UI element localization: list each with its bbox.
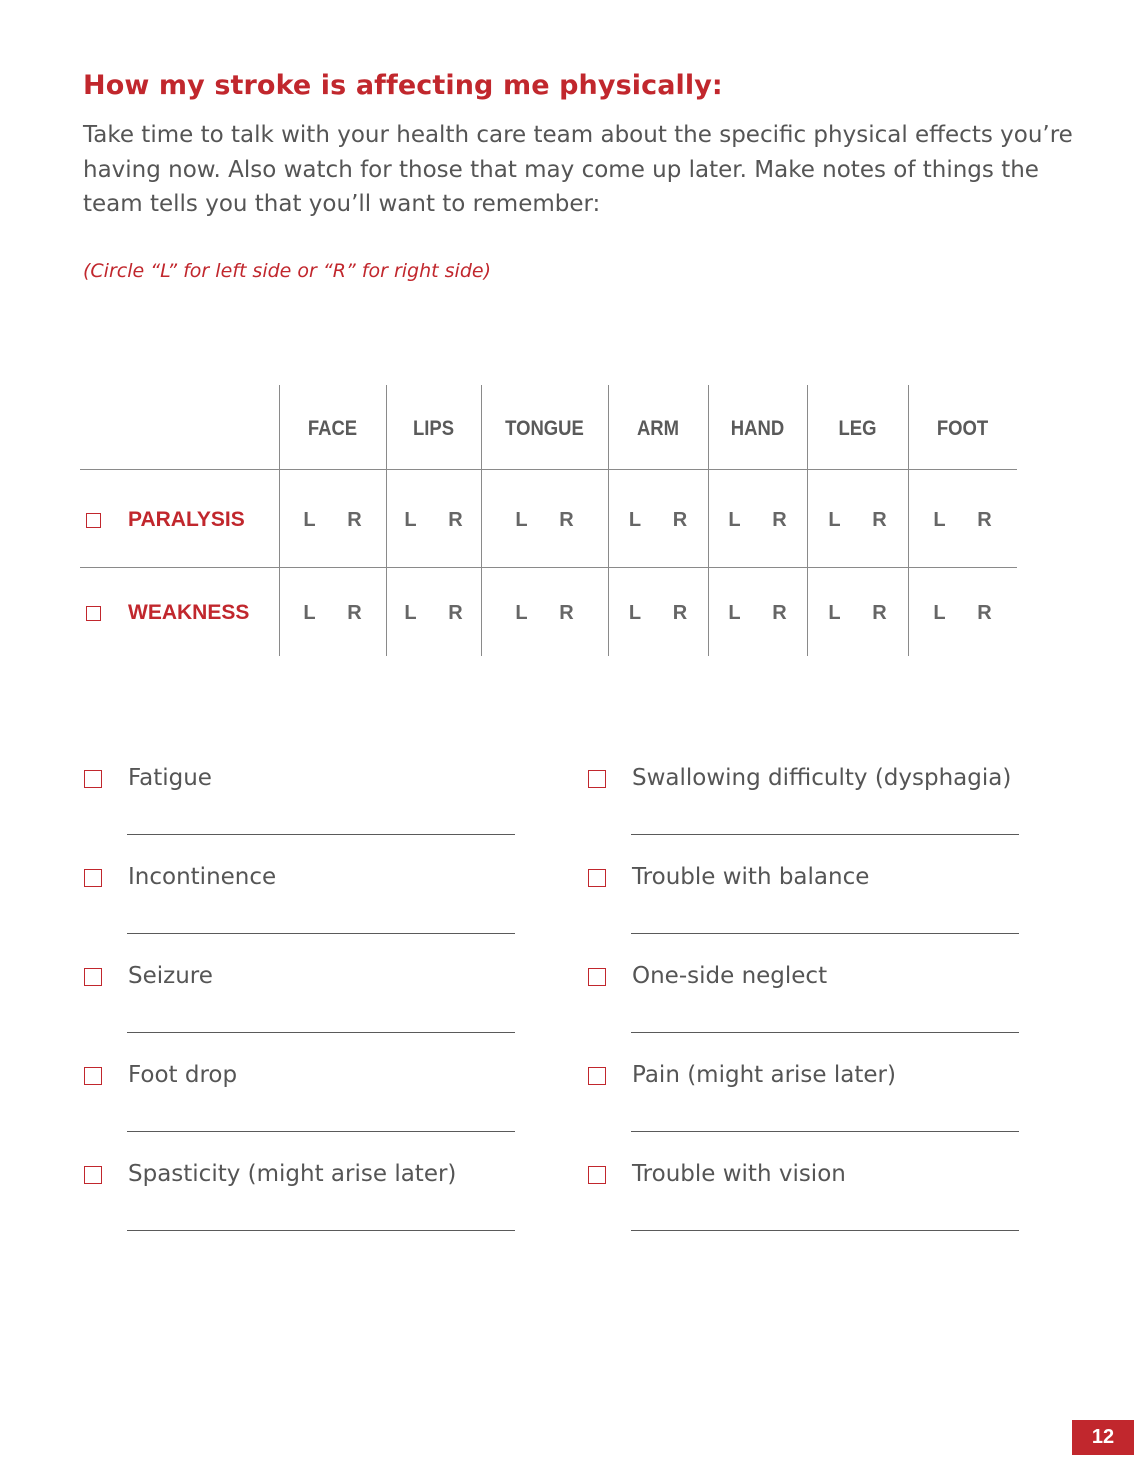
left-side-option[interactable]: L <box>404 602 417 624</box>
table-rule <box>80 469 1017 470</box>
left-side-option[interactable]: L <box>303 509 316 531</box>
left-side-option[interactable]: L <box>828 509 841 531</box>
checklist-checkbox[interactable] <box>84 968 102 986</box>
left-side-option[interactable]: L <box>515 602 528 624</box>
right-side-option[interactable]: R <box>347 602 362 624</box>
page-title: How my stroke is affecting me physically: <box>83 70 723 101</box>
column-header-foot: FOOT <box>936 417 989 440</box>
left-side-option[interactable]: L <box>828 602 841 624</box>
row-label-paralysis: PARALYSIS <box>128 508 245 531</box>
table-divider <box>279 385 280 656</box>
notes-line[interactable] <box>127 1131 515 1132</box>
left-side-option[interactable]: L <box>728 509 741 531</box>
left-side-option[interactable]: L <box>728 602 741 624</box>
left-side-option[interactable]: L <box>933 602 946 624</box>
checklist-label: Spasticity (might arise later) <box>128 1161 457 1187</box>
column-header-arm: ARM <box>636 417 680 440</box>
checklist-label: Swallowing difficulty (dysphagia) <box>632 765 1012 791</box>
right-side-option[interactable]: R <box>672 602 688 624</box>
notes-line[interactable] <box>631 933 1019 934</box>
checklist-checkbox[interactable] <box>588 1067 606 1085</box>
checklist-label: Pain (might arise later) <box>632 1062 896 1088</box>
right-side-option[interactable]: R <box>872 509 887 531</box>
column-header-leg: LEG <box>838 417 877 440</box>
left-side-option[interactable]: L <box>404 509 417 531</box>
right-side-option[interactable]: R <box>448 509 463 531</box>
checklist-label: Seizure <box>128 963 213 989</box>
checklist-checkbox[interactable] <box>588 1166 606 1184</box>
checklist-checkbox[interactable] <box>84 1166 102 1184</box>
notes-line[interactable] <box>127 933 515 934</box>
intro-paragraph: Take time to talk with your health care team about the specific physical effects you’re having now. Also watch for those that may come up later. Make notes of things the team tells you that you’ll want to remember: <box>83 122 1073 217</box>
right-side-option[interactable]: R <box>772 509 787 531</box>
right-side-option[interactable]: R <box>872 602 887 624</box>
checklist-checkbox[interactable] <box>84 869 102 887</box>
column-header-face: FACE <box>307 417 358 440</box>
notes-line[interactable] <box>631 1131 1019 1132</box>
notes-line[interactable] <box>127 1032 515 1033</box>
right-side-option[interactable]: R <box>672 509 688 531</box>
right-side-option[interactable]: R <box>347 509 362 531</box>
table-divider <box>608 385 609 656</box>
left-side-option[interactable]: L <box>628 602 642 624</box>
checklist-label: Fatigue <box>128 765 212 791</box>
left-side-option[interactable]: L <box>628 509 642 531</box>
checklist-label: One-side neglect <box>632 963 828 989</box>
right-side-option[interactable]: R <box>772 602 787 624</box>
checklist-label: Trouble with balance <box>632 864 870 890</box>
left-side-option[interactable]: L <box>933 509 946 531</box>
right-side-option[interactable]: R <box>448 602 463 624</box>
page-number: 12 <box>1072 1420 1134 1455</box>
right-side-option[interactable]: R <box>559 602 574 624</box>
weakness-checkbox[interactable] <box>86 606 101 621</box>
column-header-lips: LIPS <box>412 417 455 440</box>
notes-line[interactable] <box>631 1230 1019 1231</box>
table-rule <box>80 567 1017 568</box>
column-header-tongue: TONGUE <box>505 417 584 440</box>
left-side-option[interactable]: L <box>303 602 316 624</box>
right-side-option[interactable]: R <box>977 602 992 624</box>
table-divider <box>708 385 709 656</box>
notes-line[interactable] <box>127 834 515 835</box>
notes-line[interactable] <box>631 1032 1019 1033</box>
checklist-label: Incontinence <box>128 864 277 890</box>
left-side-option[interactable]: L <box>515 509 528 531</box>
circle-instruction: (Circle “L” for left side or “R” for right side) <box>83 260 491 282</box>
checklist-checkbox[interactable] <box>588 770 606 788</box>
column-header-hand: HAND <box>730 417 785 440</box>
right-side-option[interactable]: R <box>977 509 992 531</box>
checklist-label: Foot drop <box>128 1062 238 1088</box>
table-divider <box>908 385 909 656</box>
paralysis-checkbox[interactable] <box>86 513 101 528</box>
checklist-checkbox[interactable] <box>84 1067 102 1085</box>
checklist-checkbox[interactable] <box>84 770 102 788</box>
right-side-option[interactable]: R <box>559 509 574 531</box>
checklist-checkbox[interactable] <box>588 968 606 986</box>
row-label-weakness: WEAKNESS <box>128 601 250 624</box>
checklist-label: Trouble with vision <box>632 1161 846 1187</box>
table-divider <box>386 385 387 656</box>
checklist-checkbox[interactable] <box>588 869 606 887</box>
table-divider <box>481 385 482 656</box>
notes-line[interactable] <box>127 1230 515 1231</box>
table-divider <box>807 385 808 656</box>
notes-line[interactable] <box>631 834 1019 835</box>
